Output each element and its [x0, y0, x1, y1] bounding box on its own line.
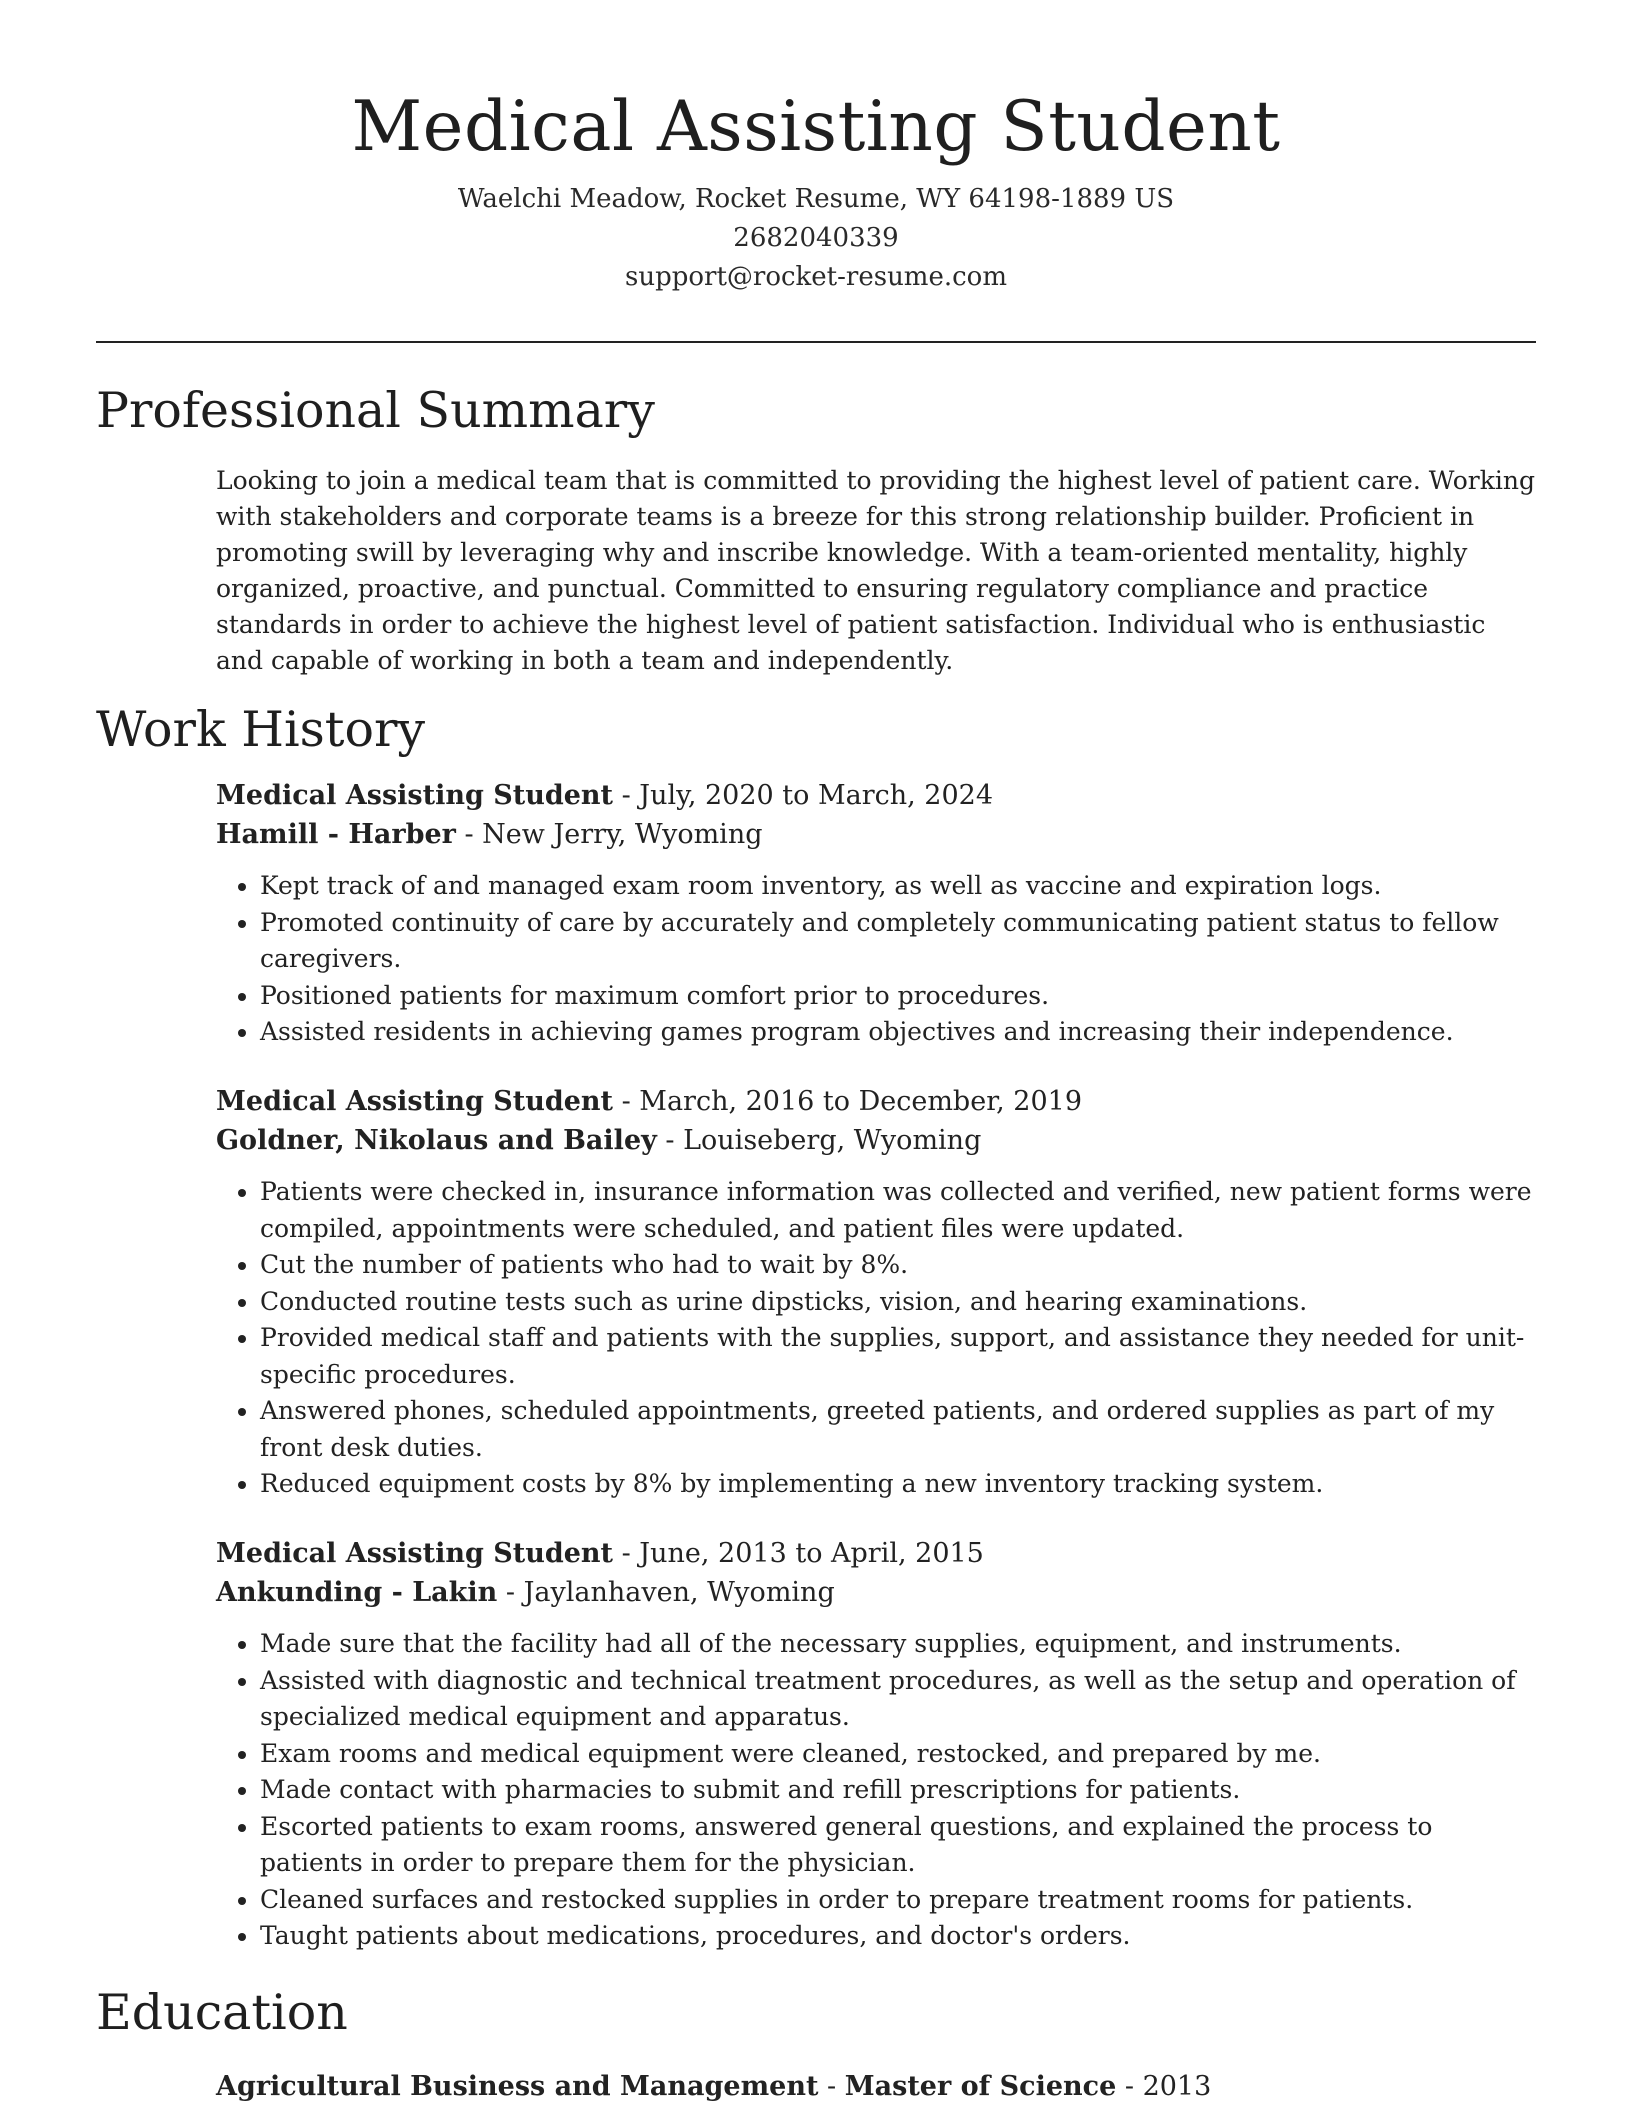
- job-company-line: Ankunding - Lakin - Jaylanhaven, Wyoming: [216, 1577, 835, 1608]
- job-bullet: • Reduced equipment costs by 8% by implementing a new inventory tracking system.: [260, 1466, 1536, 1503]
- job-dates: March, 2016 to December, 2019: [639, 1086, 1083, 1117]
- job-bullet: • Answered phones, scheduled appointments, greeted patients, and ordered supplies as part of my front desk duties.: [260, 1393, 1536, 1466]
- job-company: Goldner, Nikolaus and Bailey: [216, 1125, 657, 1156]
- section-title-work-history: Work History: [96, 701, 426, 758]
- job-bullet: • Conducted routine tests such as urine dipsticks, vision, and hearing examinations.: [260, 1284, 1536, 1321]
- job-title-line: Medical Assisting Student - June, 2013 to April, 2015: [216, 1538, 984, 1569]
- job-dates: July, 2020 to March, 2024: [639, 780, 993, 811]
- candidate-name: Medical Assisting Student: [351, 87, 1281, 167]
- job-location: New Jerry, Wyoming: [482, 819, 763, 850]
- job-company: Hamill - Harber: [216, 819, 456, 850]
- job-title-line: Medical Assisting Student - July, 2020 to March, 2024: [216, 780, 993, 811]
- section-title-summary: Professional Summary: [96, 382, 655, 439]
- education-entry: Agricultural Business and Management - Master of Science - 2013: [216, 2071, 1212, 2102]
- job-bullet: • Positioned patients for maximum comfort prior to procedures.: [260, 978, 1536, 1015]
- contact-address: Waelchi Meadow, Rocket Resume, WY 64198-1889 US: [457, 184, 1175, 214]
- job-entry: [216, 776, 1536, 1051]
- contact-email: support@rocket-resume.com: [624, 262, 1007, 292]
- job-company-line: Goldner, Nikolaus and Bailey - Louiseberg, Wyoming: [216, 1125, 982, 1156]
- job-bullet: • Cut the number of patients who had to wait by 8%.: [260, 1247, 1536, 1284]
- job-entry: [216, 1082, 1536, 1503]
- job-bullet: • Assisted with diagnostic and technical treatment procedures, as well as the setup and operation of specialized medical equipment and apparatus.: [260, 1663, 1536, 1736]
- contact-block: [0, 180, 1632, 297]
- job-bullet: • Taught patients about medications, procedures, and doctor's orders.: [260, 1918, 1536, 1955]
- job-bullet: • Provided medical staff and patients with the supplies, support, and assistance they needed for unit-specific procedures.: [260, 1320, 1536, 1393]
- job-bullet: • Patients were checked in, insurance information was collected and verified, new patient forms were compiled, appointments were scheduled, and patient files were updated.: [260, 1174, 1536, 1247]
- job-role: Medical Assisting Student: [216, 780, 613, 811]
- job-entry: [216, 1534, 1536, 1955]
- job-bullet: • Assisted residents in achieving games program objectives and increasing their independence.: [260, 1014, 1536, 1051]
- job-bullet: • Promoted continuity of care by accurately and completely communicating patient status to fellow caregivers.: [260, 905, 1536, 978]
- education-year: 2013: [1142, 2071, 1212, 2102]
- job-location: Jaylanhaven, Wyoming: [523, 1577, 835, 1608]
- resume-header: [0, 82, 1632, 297]
- job-bullets: [216, 868, 1536, 1051]
- job-bullet: • Made sure that the facility had all of the necessary supplies, equipment, and instruments.: [260, 1626, 1536, 1663]
- education-degree: Master of Science: [844, 2071, 1117, 2102]
- job-bullet: • Cleaned surfaces and restocked supplies in order to prepare treatment rooms for patients.: [260, 1882, 1536, 1919]
- job-company: Ankunding - Lakin: [216, 1577, 498, 1608]
- job-bullet: • Made contact with pharmacies to submit and refill prescriptions for patients.: [260, 1772, 1536, 1809]
- contact-phone: 2682040339: [733, 223, 899, 253]
- job-role: Medical Assisting Student: [216, 1086, 613, 1117]
- job-title-line: Medical Assisting Student - March, 2016 to December, 2019: [216, 1086, 1083, 1117]
- job-role: Medical Assisting Student: [216, 1538, 613, 1569]
- job-bullets: [216, 1174, 1536, 1503]
- education-field: Agricultural Business and Management: [216, 2071, 819, 2102]
- job-bullet: • Exam rooms and medical equipment were cleaned, restocked, and prepared by me.: [260, 1736, 1536, 1773]
- summary-text: Looking to join a medical team that is committed to providing the highest level of patient care. Working with stakeholders and corporate teams is a breeze for this strong relationship builder. Proficient in promoting swill by leveraging why and inscribe knowledge. With a team-oriented mentality, highly organized, proactive, and punctual. Committed to ensuring regulatory compliance and practice standards in order to achieve the highest level of patient satisfaction. Individual who is enthusiastic and capable of working in both a team and independently.: [216, 466, 1535, 675]
- job-location: Louiseberg, Wyoming: [683, 1125, 982, 1156]
- job-company-line: Hamill - Harber - New Jerry, Wyoming: [216, 819, 763, 850]
- section-title-education: Education: [96, 1984, 348, 2041]
- job-dates: June, 2013 to April, 2015: [639, 1538, 984, 1569]
- header-divider: [96, 341, 1536, 343]
- job-bullets: [216, 1626, 1536, 1955]
- job-bullet: • Escorted patients to exam rooms, answered general questions, and explained the process to patients in order to prepare them for the physician.: [260, 1809, 1536, 1882]
- job-bullet: • Kept track of and managed exam room inventory, as well as vaccine and expiration logs.: [260, 868, 1536, 905]
